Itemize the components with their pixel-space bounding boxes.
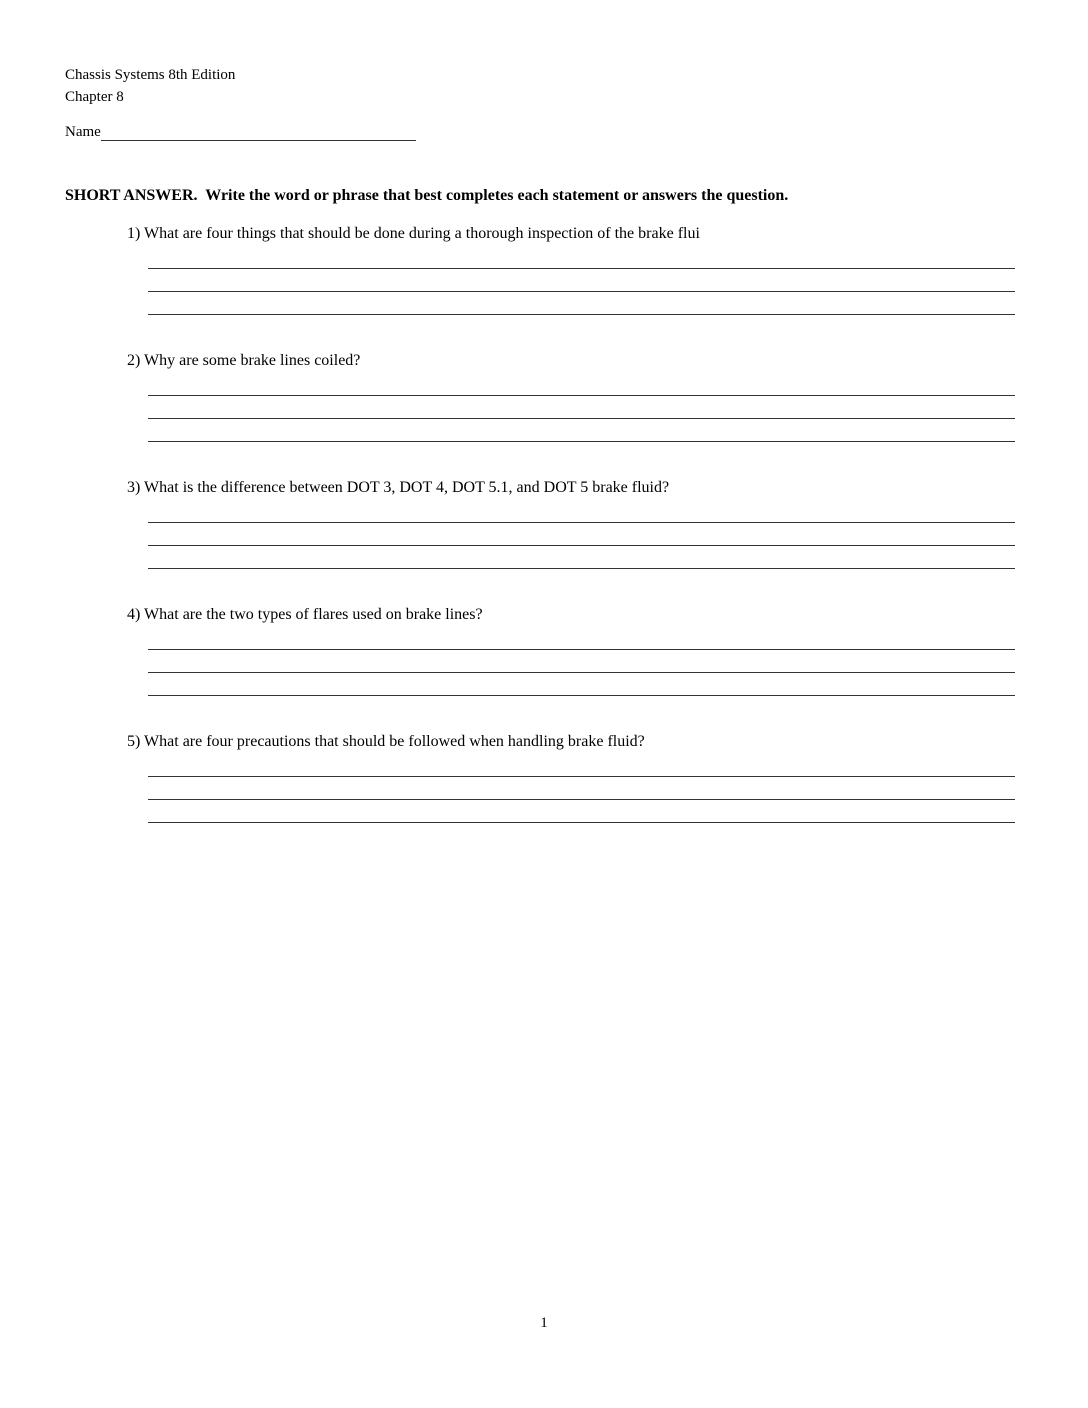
question-item-4: [0, 605, 1088, 696]
question-body: What is the difference between DOT 3, DOT 4, DOT 5.1, and DOT 5 brake fluid?: [144, 479, 670, 496]
answer-lines: [148, 373, 1015, 442]
question-number: 4): [127, 606, 141, 623]
answer-lines: [148, 627, 1015, 696]
answer-blank-line: [148, 396, 1015, 419]
question-item-2: [0, 351, 1088, 442]
question-item-3: [0, 478, 1088, 569]
question-number: 2): [127, 352, 141, 369]
question-body: What are four precautions that should be followed when handling brake fluid?: [144, 733, 645, 750]
answer-blank-line: [148, 292, 1015, 315]
question-text: [127, 732, 1088, 752]
question-item-5: [0, 732, 1088, 823]
answer-blank-line: [148, 373, 1015, 396]
answer-blank-line: [148, 650, 1015, 673]
document-header: [65, 64, 235, 108]
book-title: Chassis Systems 8th Edition: [65, 67, 236, 83]
answer-blank-line: [148, 500, 1015, 523]
question-text: [127, 605, 1088, 625]
question-body: What are four things that should be done during a thorough inspection of the brake flui: [144, 225, 700, 242]
question-number: 1): [127, 225, 141, 242]
answer-blank-line: [148, 419, 1015, 442]
question-text: [127, 478, 1088, 498]
name-label: Name: [65, 124, 101, 140]
question-item-1: [0, 224, 1088, 315]
answer-lines: [148, 754, 1015, 823]
name-blank-line: [101, 125, 416, 141]
question-body: What are the two types of flares used on brake lines?: [144, 606, 483, 623]
question-text: [127, 224, 1088, 244]
answer-blank-line: [148, 800, 1015, 823]
question-number: 5): [127, 733, 141, 750]
question-number: 3): [127, 479, 141, 496]
answer-blank-line: [148, 673, 1015, 696]
answer-lines: [148, 500, 1015, 569]
answer-blank-line: [148, 546, 1015, 569]
answer-blank-line: [148, 523, 1015, 546]
answer-blank-line: [148, 754, 1015, 777]
chapter-label: Chapter 8: [65, 89, 124, 105]
answer-blank-line: [148, 246, 1015, 269]
answer-blank-line: [148, 627, 1015, 650]
answer-lines: [148, 246, 1015, 315]
questions-list: [0, 224, 1088, 859]
section-instructions: SHORT ANSWER. Write the word or phrase that best completes each statement or answers the question.: [65, 187, 789, 204]
question-text: [127, 351, 1088, 371]
question-body: Why are some brake lines coiled?: [144, 352, 361, 369]
answer-blank-line: [148, 269, 1015, 292]
name-field-row: [65, 124, 416, 141]
page-number: 1: [540, 1315, 548, 1331]
answer-blank-line: [148, 777, 1015, 800]
